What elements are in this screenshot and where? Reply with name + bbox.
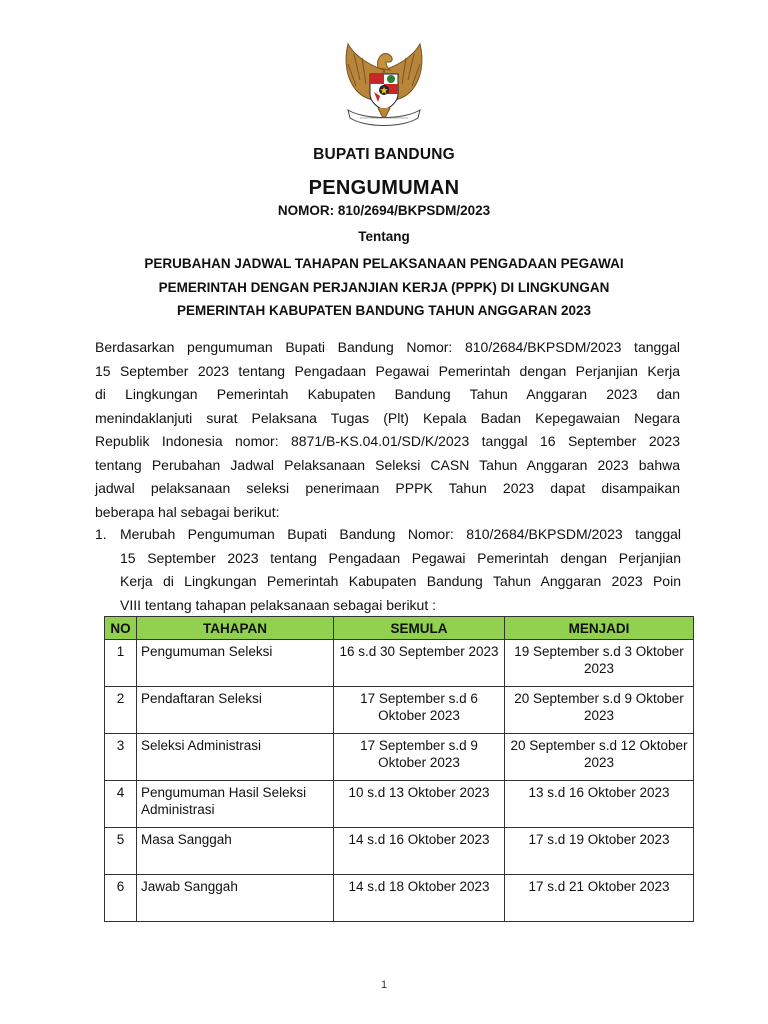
about-label: Tentang	[358, 229, 410, 244]
list-item-number: 1.	[95, 526, 107, 542]
paragraph-line: tentang Perubahan Jadwal Pelaksanaan Seleksi CASN Tahun Anggaran 2023 bahwa	[95, 456, 680, 473]
cell-menjadi: 19 September s.d 3 Oktober 2023	[505, 640, 694, 687]
list-item-line: VIII tentang tahapan pelaksanaan sebagai berikut :	[120, 596, 437, 613]
cell-no: 4	[105, 781, 137, 828]
document-subject	[0, 252, 768, 323]
cell-no: 5	[105, 828, 137, 875]
page-number: 1	[380, 979, 388, 991]
cell-no: 2	[105, 687, 137, 734]
cell-semula: 10 s.d 13 Oktober 2023	[334, 781, 505, 828]
paragraph-line: di Lingkungan Pemerintah Kabupaten Bandung Tahun Anggaran 2023 dan	[95, 386, 680, 402]
cell-semula: 17 September s.d 6 Oktober 2023	[334, 687, 505, 734]
document-title: PENGUMUMAN	[308, 177, 460, 199]
column-header-tahapan: TAHAPAN	[137, 617, 334, 640]
cell-menjadi: 17 s.d 21 Oktober 2023	[505, 875, 694, 922]
cell-menjadi: 13 s.d 16 Oktober 2023	[505, 781, 694, 828]
cell-semula: 14 s.d 16 Oktober 2023	[334, 828, 505, 875]
column-header-no: NO	[105, 617, 137, 640]
table-row	[105, 640, 694, 687]
table-row	[105, 828, 694, 875]
list-item-line: 15 September 2023 tentang Pengadaan Pegawai Pemerintah dengan Perjanjian	[120, 549, 681, 566]
subject-line: PEMERINTAH KABUPATEN BANDUNG TAHUN ANGGARAN 2023	[176, 303, 592, 318]
cell-no: 6	[105, 875, 137, 922]
cell-no: 1	[105, 640, 137, 687]
subject-line: PERUBAHAN JADWAL TAHAPAN PELAKSANAAN PENGADAAN PEGAWAI	[144, 256, 624, 271]
cell-menjadi: 20 September s.d 12 Oktober 2023	[505, 734, 694, 781]
table-header-row	[105, 617, 694, 640]
garuda-emblem-icon	[334, 40, 434, 135]
schedule-table	[104, 616, 694, 922]
paragraph-line: menindaklanjuti surat Pelaksana Tugas (Plt) Kepala Badan Kepegawaian Negara	[95, 409, 680, 426]
paragraph-line: beberapa hal sebagai berikut:	[95, 503, 280, 520]
column-header-menjadi: MENJADI	[505, 617, 694, 640]
list-item-line: Kerja di Lingkungan Pemerintah Kabupaten Bandung Tahun Anggaran 2023 Poin	[120, 573, 681, 589]
cell-no: 3	[105, 734, 137, 781]
column-header-semula: SEMULA	[334, 617, 505, 640]
cell-tahapan: Masa Sanggah	[137, 828, 334, 875]
cell-tahapan: Jawab Sanggah	[137, 875, 334, 922]
paragraph-line: jadwal pelaksanaan seleksi penerimaan PPPK Tahun 2023 dapat disampaikan	[95, 480, 680, 496]
intro-paragraph	[95, 336, 680, 524]
table-row	[105, 734, 694, 781]
cell-tahapan: Pengumuman Hasil Seleksi Administrasi	[137, 781, 334, 828]
list-item-line: Merubah Pengumuman Bupati Bandung Nomor: 810/2684/BKPSDM/2023 tanggal	[120, 526, 681, 542]
cell-menjadi: 17 s.d 19 Oktober 2023	[505, 828, 694, 875]
issuer-heading: BUPATI BANDUNG	[313, 146, 455, 163]
table-row	[105, 781, 694, 828]
cell-tahapan: Pendaftaran Seleksi	[137, 687, 334, 734]
table-row	[105, 875, 694, 922]
paragraph-line: Berdasarkan pengumuman Bupati Bandung Nomor: 810/2684/BKPSDM/2023 tanggal	[95, 339, 680, 355]
paragraph-line: 15 September 2023 tentang Pengadaan Pegawai Pemerintah dengan Perjanjian Kerja	[95, 362, 680, 379]
paragraph-line: Republik Indonesia nomor: 8871/B-KS.04.01/SD/K/2023 tanggal 16 September 2023	[95, 433, 680, 449]
table-row	[105, 687, 694, 734]
cell-tahapan: Pengumuman Seleksi	[137, 640, 334, 687]
list-item-text	[120, 523, 681, 617]
cell-semula: 17 September s.d 9 Oktober 2023	[334, 734, 505, 781]
document-number: NOMOR: 810/2694/BKPSDM/2023	[277, 203, 491, 218]
cell-semula: 14 s.d 18 Oktober 2023	[334, 875, 505, 922]
cell-tahapan: Seleksi Administrasi	[137, 734, 334, 781]
cell-menjadi: 20 September s.d 9 Oktober 2023	[505, 687, 694, 734]
cell-semula: 16 s.d 30 September 2023	[334, 640, 505, 687]
subject-line: PEMERINTAH DENGAN PERJANJIAN KERJA (PPPK) DI LINGKUNGAN	[158, 279, 610, 295]
